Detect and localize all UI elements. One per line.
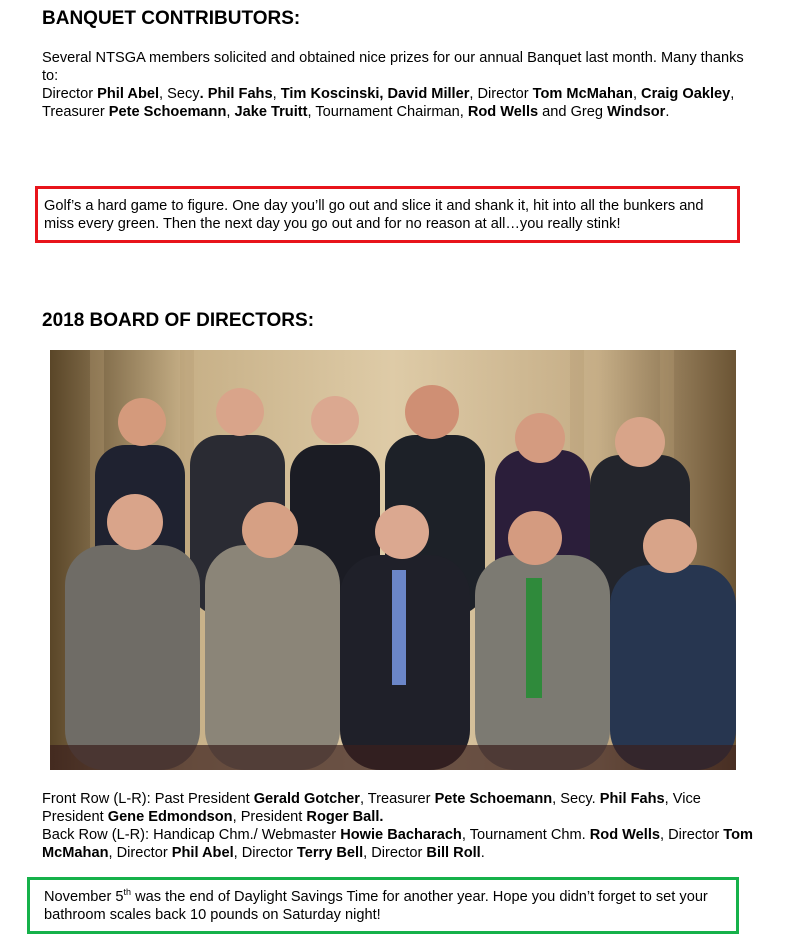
caption-text: , Director — [469, 86, 533, 102]
caption-text: , — [272, 86, 281, 102]
banquet-intro-text: Several NTSGA members solicited and obtained nice prizes for our annual Banquet last month. Many thanks to: — [42, 50, 744, 84]
caption-text: , — [632, 86, 642, 102]
golf-joke-box — [35, 186, 740, 243]
caption-text: , Director — [233, 845, 297, 861]
person-name: Windsor — [607, 104, 666, 120]
person-name: Terry Bell — [296, 845, 364, 861]
caption-text: Director — [42, 86, 98, 102]
person-name: . Phil Fahs — [199, 86, 273, 102]
person-name: Tom McMahan — [532, 86, 633, 102]
board-photo-illustration — [50, 350, 736, 770]
caption-text: , Tournament Chm. — [461, 827, 590, 843]
board-caption — [42, 790, 762, 862]
person-name: Bill Roll — [426, 845, 481, 861]
caption-text: , President — [232, 809, 307, 825]
person-name: Phil Abel — [97, 86, 160, 102]
person-name: Craig Oakley — [641, 86, 731, 102]
caption-text: , Secy. — [552, 791, 600, 807]
caption-text: , Vice President — [42, 791, 701, 825]
caption-text: , Director — [108, 845, 172, 861]
person-name: Gene Edmondson — [107, 809, 233, 825]
caption-text: , Director — [660, 827, 724, 843]
daylight-joke-before: November 5 — [44, 889, 124, 905]
person-name: Pete Schoemann — [108, 104, 227, 120]
person-name: Phil Fahs — [599, 791, 665, 807]
banquet-intro — [42, 49, 752, 121]
person-name: Tim Koscinski, David Miller — [280, 86, 470, 102]
daylight-joke-after: was the end of Daylight Savings Time for another year. Hope you didn’t forget to set your bathroom scales back 10 pounds on Saturday night! — [44, 889, 708, 923]
caption-text: . — [480, 845, 485, 861]
person-name: Howie Bacharach — [340, 827, 462, 843]
caption-text: Front Row (L-R): Past President — [42, 791, 254, 807]
golf-joke-text: Golf’s a hard game to figure. One day you’ll go out and slice it and shank it, hit into all the bunkers and miss every green. Then the next day you go out and for no reason at all…you really stink! — [44, 198, 704, 232]
caption-text: , Treasurer — [42, 86, 735, 120]
caption-text: , Director — [363, 845, 427, 861]
daylight-joke-sup: th — [123, 887, 132, 898]
caption-text: and Greg — [538, 104, 608, 120]
caption-text: , Tournament Chairman, — [307, 104, 468, 120]
person-name: Tom McMahan — [42, 827, 754, 861]
person-name: Gerald Gotcher — [253, 791, 360, 807]
board-group-photo — [50, 350, 736, 770]
person-name: Rod Wells — [589, 827, 661, 843]
person-name: Jake Truitt — [234, 104, 308, 120]
caption-text: Back Row (L-R): Handicap Chm./ Webmaster — [42, 827, 341, 843]
caption-text: , — [226, 104, 235, 120]
person-name: Pete Schoemann — [434, 791, 553, 807]
caption-text: , Treasurer — [359, 791, 435, 807]
caption-text: , Secy — [159, 86, 200, 102]
person-name: Roger Ball. — [306, 809, 384, 825]
banquet-credits — [42, 86, 734, 120]
front-row-caption — [42, 791, 701, 825]
caption-text: . — [665, 104, 670, 120]
board-heading: 2018 BOARD OF DIRECTORS: — [42, 310, 315, 331]
person-name: Phil Abel — [171, 845, 234, 861]
back-row-caption — [42, 827, 753, 861]
daylight-savings-joke-box — [27, 877, 739, 934]
person-name: Rod Wells — [467, 104, 539, 120]
banquet-heading: BANQUET CONTRIBUTORS: — [42, 8, 301, 29]
